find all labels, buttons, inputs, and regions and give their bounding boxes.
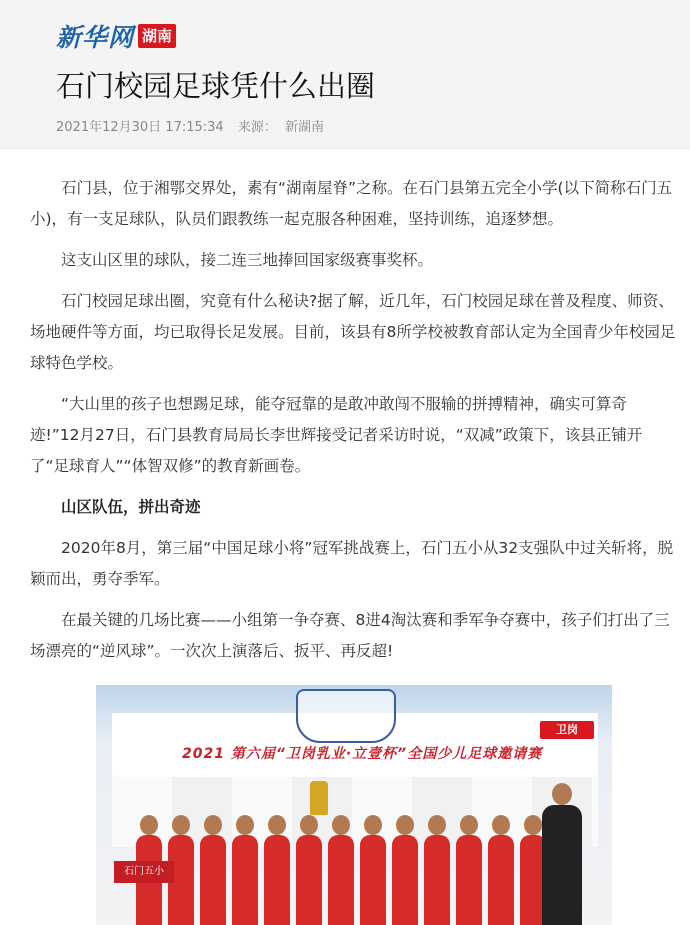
player-figure xyxy=(232,835,258,925)
source-label: 来源： xyxy=(237,120,277,135)
paragraph: 石门县，位于湘鄂交界处，素有“湖南屋脊”之称。在石门县第五完全小学(以下简称石门五小)，有一支足球队，队员们跟教练一起克服各种困难，坚持训练，追逐梦想。 xyxy=(30,179,673,228)
coach-figure xyxy=(542,805,582,925)
logo-region-tag: 湖南 xyxy=(138,24,176,48)
site-logo[interactable] xyxy=(56,18,176,54)
team-sign: 石门五小 xyxy=(114,861,174,883)
player-figure xyxy=(200,835,226,925)
player-figure xyxy=(328,835,354,925)
player-figure xyxy=(360,835,386,925)
paragraph: 石门校园足球出圈，究竟有什么秘诀?据了解，近几年，石门校园足球在普及程度、师资、场地硬件等方面，均已取得长足发展。目前，该县有8所学校被教育部认定为全国青少年校园足球特色学校。 xyxy=(30,292,676,372)
player-figure xyxy=(488,835,514,925)
section-heading: 山区队伍，拼出奇迹 xyxy=(61,498,201,516)
player-figure xyxy=(296,835,322,925)
article-header xyxy=(0,0,690,149)
article-meta xyxy=(56,116,334,135)
tournament-logo xyxy=(296,689,396,743)
player-figure xyxy=(264,835,290,925)
trophy-icon xyxy=(310,781,328,815)
source-value: 新湖南 xyxy=(284,120,324,135)
logo-main-text: 新华网 xyxy=(56,23,135,52)
player-figure xyxy=(392,835,418,925)
article-photo xyxy=(96,685,612,925)
publish-datetime: 2021年12月30日 17:15:34 xyxy=(56,120,224,135)
photo-banner-text: 2021 第六届“卫岗乳业·立壹杯”全国少儿足球邀请赛 xyxy=(182,746,543,762)
article-body xyxy=(0,149,690,925)
player-figure xyxy=(456,835,482,925)
paragraph: “大山里的孩子也想踢足球，能夺冠靠的是敢冲敢闯不服输的拼搏精神，确实可算奇迹!”12月27日，石门县教育局局长李世辉接受记者采访时说，“双减”政策下，该县正铺开了“足球育人”“体智双修”的教育新画卷。 xyxy=(30,395,643,475)
paragraph: 在最关键的几场比赛——小组第一争夺赛、8进4淘汰赛和季军争夺赛中，孩子们打出了三场漂亮的“逆风球”。一次次上演落后、扳平、再反超! xyxy=(30,611,670,660)
paragraph: 2020年8月，第三届“中国足球小将”冠军挑战赛上，石门五小从32支强队中过关斩将，脱颖而出，勇夺季军。 xyxy=(30,539,674,588)
page-title: 石门校园足球凭什么出圈 xyxy=(56,69,376,103)
brand-badge: 卫岗 xyxy=(540,721,594,739)
paragraph: 这支山区里的球队，接二连三地捧回国家级赛事奖杯。 xyxy=(61,251,434,269)
player-figure xyxy=(424,835,450,925)
